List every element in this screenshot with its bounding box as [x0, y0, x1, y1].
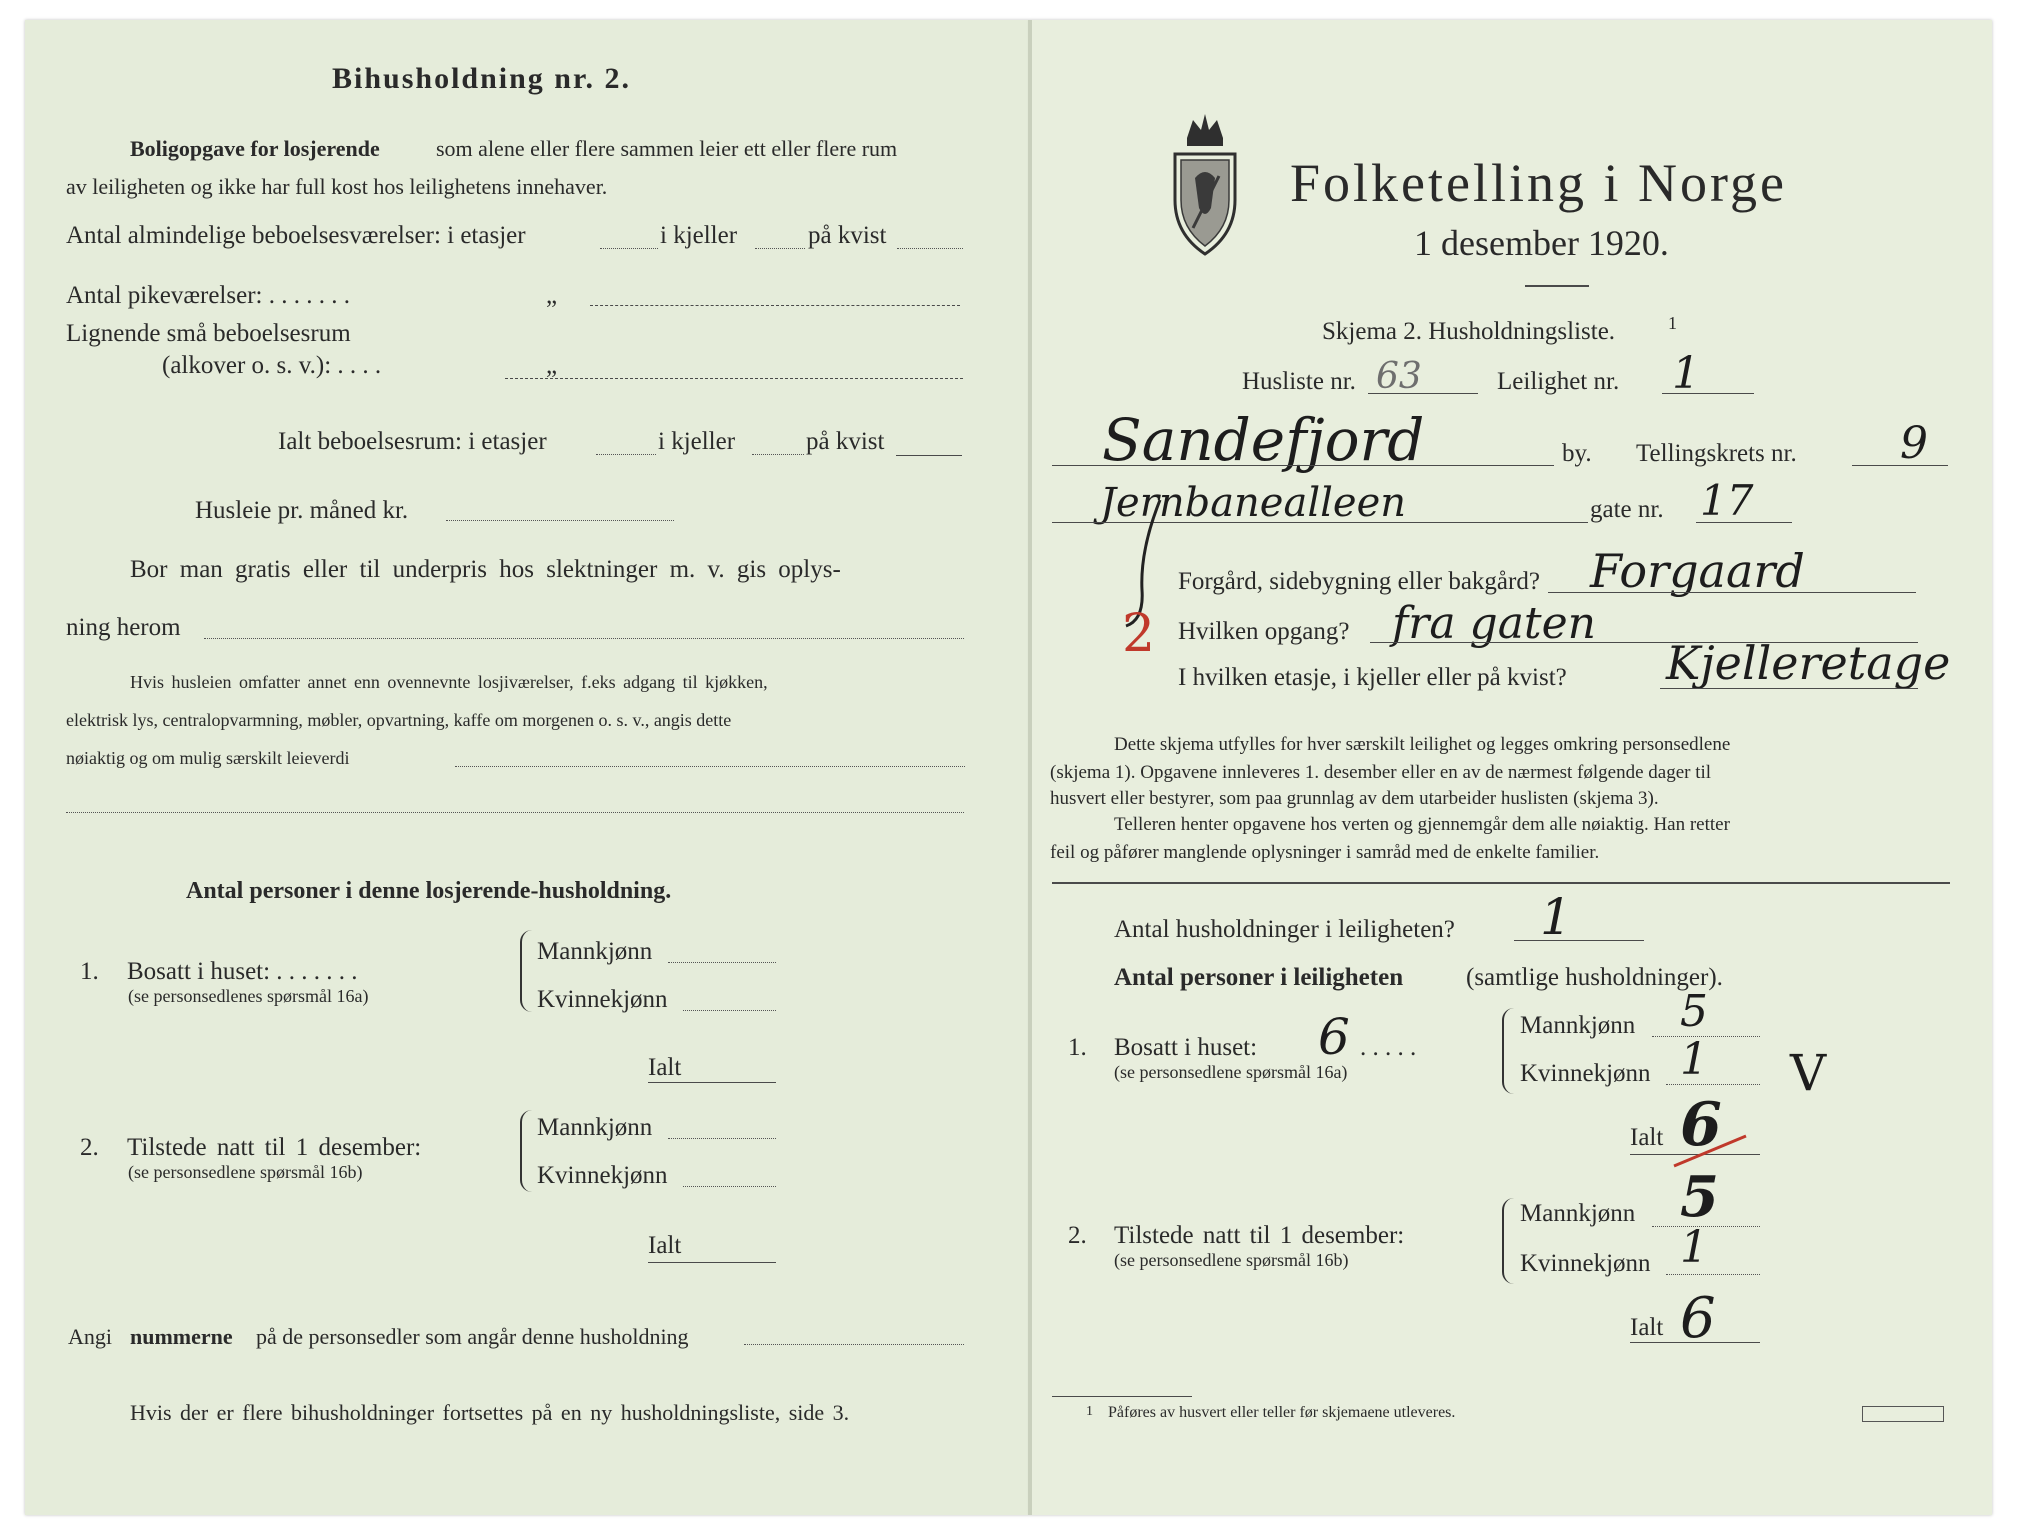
- printer-stamp: [1862, 1406, 1944, 1422]
- left-title: Bihusholdning nr. 2.: [332, 62, 632, 95]
- krets-value: 9: [1900, 418, 1928, 469]
- ialt-kvist: på kvist: [806, 428, 885, 455]
- left-q1-label: Bosatt i huset: . . . . . . .: [127, 958, 358, 985]
- pike-label: Antal pikeværelser: . . . . . . .: [66, 282, 350, 309]
- forgard-label: Forgård, sidebygning eller bakgård?: [1178, 568, 1540, 595]
- hush-label: Antal husholdninger i leiligheten?: [1114, 916, 1455, 943]
- krets-line: [1852, 465, 1948, 466]
- ialt-etasjer-line: [596, 454, 656, 455]
- angi-line: [744, 1344, 964, 1345]
- right-q2-sub: (se personsedlene spørsmål 16b): [1114, 1250, 1349, 1270]
- rooms-label: Antal almindelige beboelsesværelser: i etasjer: [66, 222, 526, 249]
- opgang-value: fra gaten: [1392, 598, 1596, 649]
- gratis-line1: Bor man gratis eller til underpris hos slektninger m. v. gis oplys-: [130, 556, 841, 583]
- instr-line3: husvert eller bestyrer, som paa grunnlag av dem utarbeider huslisten (skjema 3).: [1050, 788, 1659, 809]
- instr-line5: feil og påfører manglende oplysninger i samråd med de enkelte familier.: [1050, 842, 1600, 863]
- gratis-line: [204, 638, 964, 639]
- right-q1-kvinne-value: 1: [1680, 1034, 1708, 1085]
- ialt-kjeller-line: [752, 454, 804, 455]
- alkover-line: [505, 378, 963, 379]
- gatenr-value: 17: [1700, 476, 1754, 525]
- right-q2-kvinne-line: [1666, 1274, 1760, 1275]
- intro-rest: som alene eller flere sammen leier ett eller flere rum: [436, 136, 898, 161]
- left-q2-num: 2.: [80, 1134, 99, 1161]
- right-q1-kvinne: Kvinnekjønn: [1520, 1060, 1651, 1087]
- husleie-line: [446, 520, 674, 521]
- intro-line2: av leiligheten og ikke har full kost hos leilighetens innehaver.: [66, 174, 608, 199]
- ialt-rooms-label: Ialt beboelsesrum: i etasjer: [278, 428, 547, 455]
- hush-line: [1514, 940, 1644, 941]
- right-q2-num: 2.: [1068, 1222, 1087, 1249]
- right-title: Folketelling i Norge: [1290, 153, 1787, 213]
- date-rule: [1525, 285, 1589, 287]
- rooms-kjeller: i kjeller: [660, 222, 738, 249]
- husleie-label: Husleie pr. måned kr.: [195, 497, 409, 524]
- husliste-value: 63: [1376, 356, 1422, 397]
- right-q2-kvinne: Kvinnekjønn: [1520, 1250, 1651, 1277]
- right-q2-ialt: Ialt: [1630, 1314, 1664, 1341]
- note-line: [455, 766, 965, 767]
- right-q1-label: Bosatt i huset:: [1114, 1034, 1258, 1061]
- ialt-kjeller: i kjeller: [658, 428, 736, 455]
- left-persons-heading: Antal personer i denne losjerende-husholdning.: [186, 878, 672, 904]
- left-q2-kvinne-line: [683, 1186, 776, 1187]
- left-q2-ialt: Ialt: [648, 1232, 682, 1259]
- note-line-extra: [66, 812, 964, 813]
- etasje-value: Kjelleretage: [1666, 636, 1951, 690]
- rooms-etasjer-line: [600, 248, 658, 249]
- leilighet-label: Leilighet nr.: [1497, 368, 1620, 395]
- right-q1-sub: (se personsedlene spørsmål 16a): [1114, 1062, 1348, 1082]
- left-q2-kvinne: Kvinnekjønn: [537, 1162, 668, 1189]
- intro-bold: Boligopgave for losjerende: [130, 136, 380, 161]
- left-q2-mann: Mannkjønn: [537, 1114, 653, 1141]
- skjema-label: Skjema 2. Husholdningsliste.: [1322, 318, 1616, 345]
- instr-rule: [1052, 882, 1950, 884]
- left-q1-sub: (se personsedlenes spørsmål 16a): [128, 986, 369, 1006]
- right-q2-label: Tilstede natt til 1 desember:: [1114, 1222, 1405, 1249]
- instr-line2: (skjema 1). Opgavene innleveres 1. desember eller en av de nærmest følgende dager til: [1050, 762, 1712, 783]
- left-q1-kvinne: Kvinnekjønn: [537, 986, 668, 1013]
- right-q1-kvinne-line: [1666, 1084, 1760, 1085]
- left-q2-brace: [520, 1110, 532, 1192]
- left-q1-brace: [520, 930, 532, 1012]
- leilighet-value: 1: [1672, 348, 1700, 399]
- right-q1-brace: [1502, 1008, 1514, 1094]
- opgang-label: Hvilken opgang?: [1178, 618, 1350, 645]
- check-mark: V: [1790, 1044, 1827, 1102]
- right-q1-mann-value: 5: [1680, 986, 1708, 1037]
- ialt-kvist-line: [896, 455, 962, 456]
- rooms-kvist-line: [897, 248, 963, 249]
- right-q2-ialt-value: 6: [1680, 1286, 1716, 1351]
- pike-ditto: „: [546, 282, 558, 309]
- etasje-label: I hvilken etasje, i kjeller eller på kvist?: [1178, 664, 1567, 691]
- left-q2-ialt-line: [648, 1262, 776, 1263]
- angi-bold: nummerne: [130, 1324, 233, 1349]
- krets-label: Tellingskrets nr.: [1636, 440, 1797, 467]
- rooms-kvist: på kvist: [808, 222, 887, 249]
- instr-line1: Dette skjema utfylles for hver særskilt leilighet og legges omkring personsedlene: [1114, 734, 1731, 755]
- left-q1-ialt: Ialt: [648, 1054, 682, 1081]
- gate-value: Jernbanealleen: [1100, 480, 1407, 526]
- left-q1-mann-line: [668, 962, 776, 963]
- right-q2-kvinne-value: 1: [1680, 1222, 1708, 1273]
- rooms-kjeller-line: [755, 248, 805, 249]
- left-q1-mann: Mannkjønn: [537, 938, 653, 965]
- etasje-line: [1660, 688, 1918, 689]
- footnote-rule: [1052, 1396, 1192, 1397]
- right-q1-num: 1.: [1068, 1034, 1087, 1061]
- right-q1-ialt-value: 6: [1680, 1090, 1722, 1160]
- left-q1-ialt-line: [648, 1082, 776, 1083]
- alkover-ditto: „: [546, 352, 558, 379]
- gatenr-line: [1696, 522, 1792, 523]
- note-line2: elektrisk lys, centralopvarmning, møbler, opvartning, kaffe om morgenen o. s. v., angis dette: [66, 710, 732, 730]
- right-q2-ialt-line: [1630, 1342, 1760, 1343]
- husliste-label: Husliste nr.: [1242, 368, 1356, 395]
- page-fold: [1028, 20, 1032, 1515]
- angi-rest: på de personsedler som angår denne husholdning: [256, 1324, 689, 1349]
- right-q1-value: 6: [1318, 1008, 1350, 1066]
- coat-of-arms-emblem: [1165, 108, 1245, 258]
- left-q2-sub: (se personsedlene spørsmål 16b): [128, 1162, 363, 1182]
- skjema-sup: 1: [1668, 313, 1677, 333]
- leilighet-line: [1662, 393, 1754, 394]
- right-date: 1 desember 1920.: [1414, 223, 1669, 263]
- forgard-value: Forgaard: [1590, 544, 1805, 598]
- forgard-line: [1548, 592, 1916, 593]
- by-value: Sandefjord: [1102, 406, 1425, 474]
- right-q2-mann-value: 5: [1680, 1164, 1719, 1230]
- hush-value: 1: [1540, 888, 1572, 946]
- footnote-text: Påføres av husvert eller teller før skjemaene utleveres.: [1108, 1404, 1456, 1421]
- left-q1-kvinne-line: [683, 1010, 776, 1011]
- right-q1-ialt: Ialt: [1630, 1124, 1664, 1151]
- left-q2-mann-line: [668, 1138, 776, 1139]
- pike-line: [590, 305, 960, 306]
- husliste-line: [1368, 393, 1478, 394]
- red-pencil-mark: 2: [1122, 604, 1156, 664]
- note-line3: nøiaktig og om mulig særskilt leieverdi: [66, 748, 350, 768]
- lignende-label: Lignende små beboelsesrum: [66, 320, 351, 347]
- angi-pre: Angi: [68, 1324, 112, 1349]
- gratis-line2: ning herom: [66, 614, 181, 641]
- gate-label: gate nr.: [1590, 496, 1664, 523]
- by-line: [1052, 465, 1554, 466]
- note-line1: Hvis husleien omfatter annet enn ovennevnte losjiværelser, f.eks adgang til kjøkken,: [130, 672, 768, 692]
- right-q1-dots: . . . . .: [1360, 1034, 1417, 1061]
- right-persons-rest: (samtlige husholdninger).: [1466, 964, 1723, 991]
- by-label: by.: [1562, 440, 1592, 467]
- left-q2-label: Tilstede natt til 1 desember:: [127, 1134, 422, 1161]
- left-footer: Hvis der er flere bihusholdninger fortsettes på en ny husholdningsliste, side 3.: [130, 1400, 850, 1425]
- right-persons-bold: Antal personer i leiligheten: [1114, 964, 1404, 991]
- instr-line4: Telleren henter opgavene hos verten og gjennemgår dem alle nøiaktig. Han retter: [1114, 814, 1730, 835]
- alkover-label: (alkover o. s. v.): . . . .: [162, 352, 382, 379]
- footnote-num: 1: [1086, 1404, 1093, 1419]
- right-q2-brace: [1502, 1198, 1514, 1284]
- right-q1-mann: Mannkjønn: [1520, 1012, 1636, 1039]
- right-q2-mann: Mannkjønn: [1520, 1200, 1636, 1227]
- left-q1-num: 1.: [80, 958, 99, 985]
